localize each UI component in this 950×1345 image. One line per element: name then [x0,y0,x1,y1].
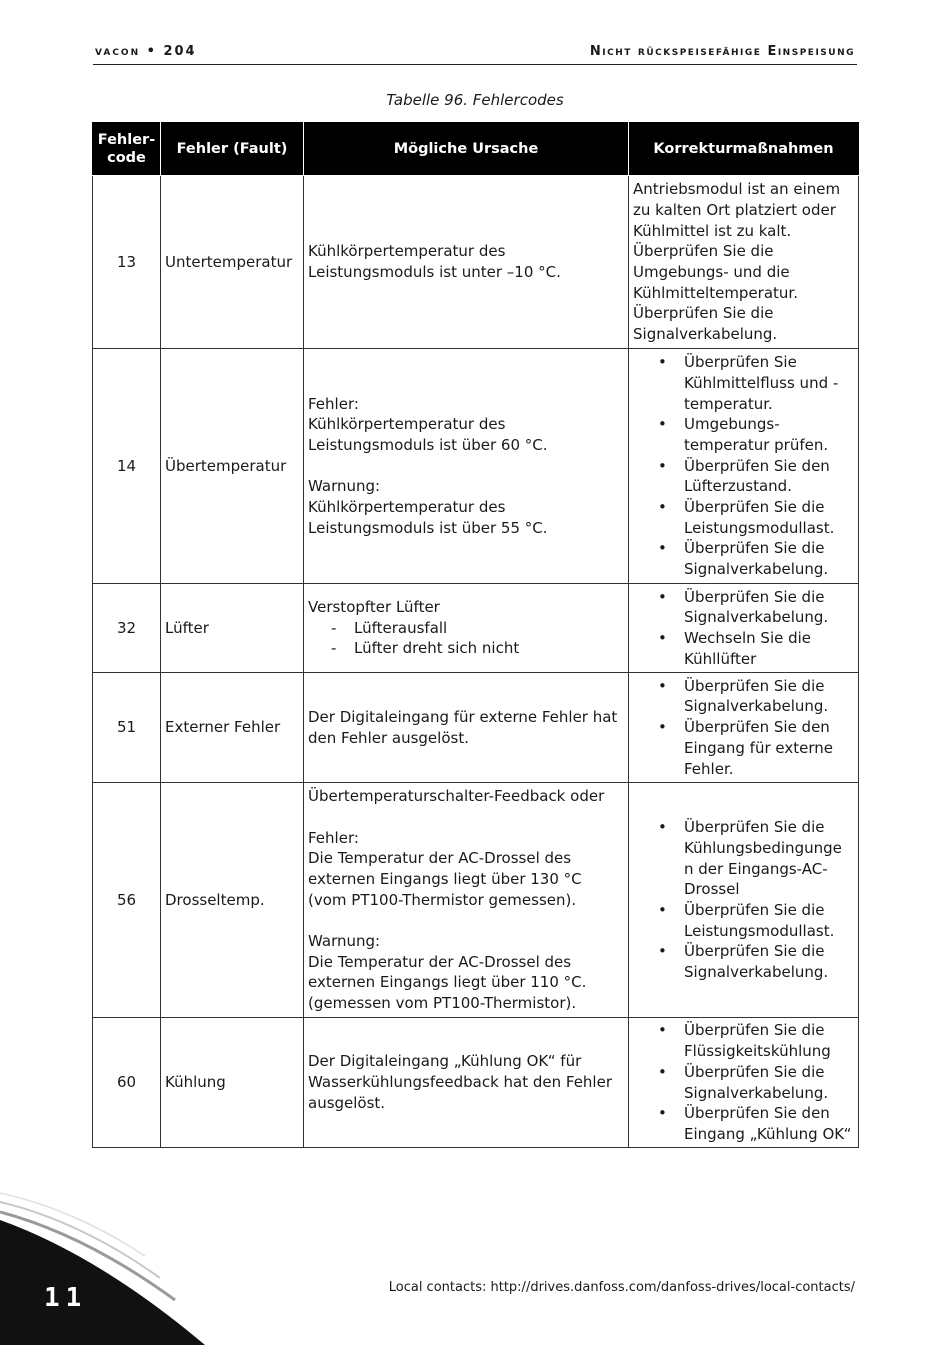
cause-line: (vom PT100-Thermistor gemessen). [308,890,577,909]
fault-code-cell: 60 [93,1018,161,1148]
table-header-row [93,123,859,176]
header-section-title: Nicht rückspeisefähige Einspeisung [589,44,855,59]
cause-cell [304,783,629,1018]
cause-spacer [308,910,624,931]
cause-line: Wasserkühlungsfeedback hat den Fehler [308,1073,612,1092]
fault-name-cell: Externer Fehler [161,673,304,783]
column-header-fault: Fehler (Fault) [161,123,304,176]
cause-line: Leistungsmoduls ist über 55 °C. [308,518,548,537]
table-row [93,783,859,1018]
fix-line: zu kalten Ort platziert oder [633,200,836,219]
cause-cell [304,1018,629,1148]
fix-list [633,1020,854,1144]
fix-cell [629,584,859,673]
cause-line: Kühlkörpertemperatur des [308,498,506,517]
fault-name-cell: Übertemperatur [161,349,304,584]
column-header-code [93,123,161,176]
table-row [93,176,859,349]
table-row [93,673,859,783]
fix-list [633,676,854,780]
cause-spacer [308,807,624,828]
fix-list [633,352,854,580]
column-header-code-line1: Fehler- [97,132,156,148]
fault-code-cell: 13 [93,176,161,349]
cause-line: Der Digitaleingang für externe Fehler hat [308,707,618,726]
cause-line: ausgelöst. [308,1093,386,1112]
cause-cell [304,176,629,349]
fix-item: • Überprüfen Sie Kühlmittelfluss und -temperatur. [633,352,854,414]
cause-line: Verstopfter Lüfter [308,597,440,616]
fix-cell [629,349,859,584]
cause-line: Kühlkörpertemperatur des [308,242,506,261]
cause-line: (gemessen vom PT100-Thermistor). [308,994,577,1013]
header-rule [93,64,857,65]
cause-dash-item: - Lüfter dreht sich nicht [308,638,624,659]
fix-cell [629,1018,859,1148]
cause-line: Leistungsmoduls ist über 60 °C. [308,435,548,454]
fix-item: • Überprüfen Sie den Eingang „Kühlung OK“ [633,1103,854,1144]
table-row [93,1018,859,1148]
fix-item: • Überprüfen Sie die Signalverkabelung. [633,538,854,579]
page-number: 11 [44,1283,88,1313]
fix-line: Kühlmittel ist zu kalt. [633,221,792,240]
fault-code-table [92,122,859,1148]
fix-line: Signalverkabelung. [633,325,778,344]
cause-dash-list [308,618,624,659]
header-brand-page: vacon • 204 [95,44,197,59]
fault-name-cell: Drosseltemp. [161,783,304,1018]
fix-line: Überprüfen Sie die [633,304,774,323]
fix-line: Umgebungs- und die [633,263,790,281]
cause-line: Leistungsmoduls ist unter –10 °C. [308,263,561,281]
fault-code-cell: 56 [93,783,161,1018]
fix-line: Überprüfen Sie die [633,242,774,261]
cause-line: externen Eingangs liegt über 110 °C. [308,973,587,992]
cause-line: Der Digitaleingang „Kühlung OK“ für [308,1052,582,1071]
cause-line: Die Temperatur der AC-Drossel des [308,952,572,971]
fix-item: • Wechseln Sie die Kühllüfter [633,628,854,669]
fix-cell [629,176,859,349]
fix-list [633,587,854,670]
fix-item: • Überprüfen Sie die Leistungsmodullast. [633,900,854,941]
fix-cell [629,673,859,783]
fault-name-cell: Kühlung [161,1018,304,1148]
fix-item: • Überprüfen Sie die Signalverkabelung. [633,587,854,628]
cause-line: Kühlkörpertemperatur des [308,415,506,434]
fault-name-cell: Lüfter [161,584,304,673]
column-header-code-line2: code [107,150,146,166]
fix-item: • Überprüfen Sie den Eingang für externe Fehler. [633,717,854,779]
page-corner-graphic [0,1190,210,1345]
fault-name-cell: Untertemperatur [161,176,304,349]
cause-spacer [308,456,624,477]
fault-code-cell: 51 [93,673,161,783]
fault-code-cell: 14 [93,349,161,584]
fix-list [633,817,854,983]
table-row [93,584,859,673]
cause-line: Fehler: [308,394,359,413]
fix-item: • Überprüfen Sie die Flüssigkeitskühlung [633,1020,854,1061]
fix-item: • Überprüfen Sie die Leistungsmodullast. [633,497,854,538]
table-caption: Tabelle 96. Fehlercodes [386,91,564,109]
fix-item: • Überprüfen Sie den Lüfterzustand. [633,456,854,497]
cause-line: Warnung: [308,932,381,951]
fix-item: • Überprüfen Sie die Kühlungsbedingunge n der Eingangs-AC-Drossel [633,817,854,900]
cause-cell [304,349,629,584]
fix-line: Kühlmitteltemperatur. [633,283,798,302]
cause-line: den Fehler ausgelöst. [308,728,469,747]
fix-item: • Überprüfen Sie die Signalverkabelung. [633,676,854,717]
footer-contacts: Local contacts: http://drives.danfoss.com/danfoss-drives/local-contacts/ [388,1280,855,1295]
fix-item: • Umgebungs-temperatur prüfen. [633,414,854,455]
fix-item: • Überprüfen Sie die Signalverkabelung. [633,941,854,982]
cause-line: Die Temperatur der AC-Drossel des [308,849,572,868]
cause-line: externen Eingangs liegt über 130 °C [308,869,582,888]
cause-cell [304,673,629,783]
column-header-cause: Mögliche Ursache [304,123,629,176]
fix-line: Antriebsmodul ist an einem [633,180,841,199]
cause-dash-item: - Lüfterausfall [308,618,624,639]
fix-item: • Überprüfen Sie die Signalverkabelung. [633,1062,854,1103]
column-header-fix: Korrekturmaßnahmen [629,123,859,176]
cause-line: Warnung: [308,477,381,496]
fix-cell [629,783,859,1018]
fault-code-cell: 32 [93,584,161,673]
cause-line: Übertemperaturschalter-Feedback oder [308,787,605,806]
cause-line: Fehler: [308,828,359,847]
cause-cell [304,584,629,673]
table-row [93,349,859,584]
